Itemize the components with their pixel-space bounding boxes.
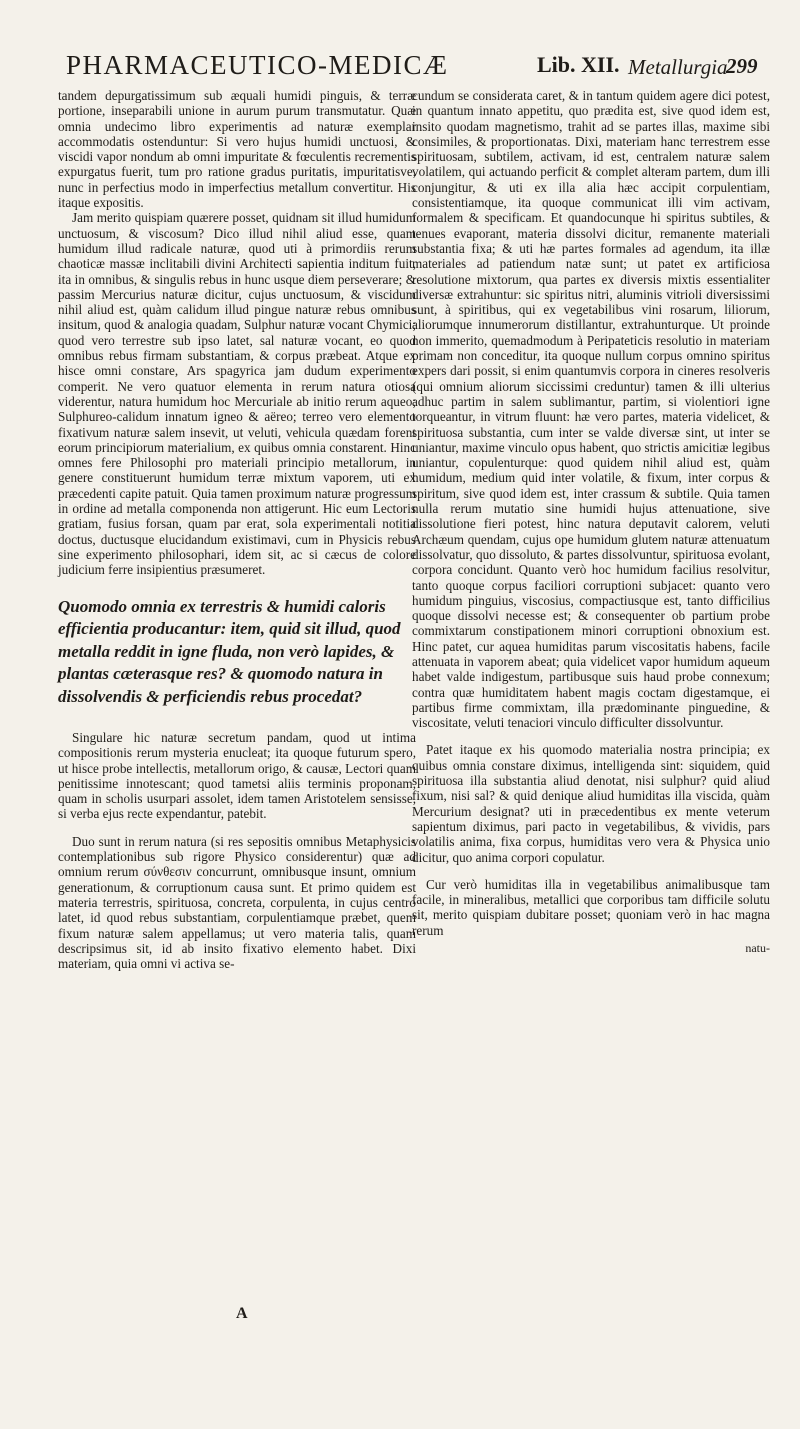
paragraph: tandem depurgatissimum sub æquali humidi pinguis, & terræ portione, inseparabili unione in aurum purum transmutatur. Quæ omnia undecimo libro experimentis ad naturæ exemplar accommodatis ostenduntur: Si vero hujus humidi unctuosi, & viscidi vapor nondum ab omni impuritate & fœculentis recrementis expurgatus fuerit, tum pro ratione gradus puritatis, impuritatisve, nunc in perfectius modo in imperfectius metallum convertitur. His itaque expositis.	[58, 88, 416, 211]
section-title: Metallurgia	[628, 55, 728, 79]
page-header	[50, 48, 762, 88]
paragraph: Patet itaque ex his quomodo materialia nostra principia; ex quibus omnia constare diximus, intelligenda sint: siquidem, quid spirituosa illa substantia aliud denotat, nisi sulphur? quid aliud fixum, nisi sal? & quid denique aliud humiditas illa viscida, quàm Mercurium designat? uti in præcedentibus ex mente veterum sapientum diximus, pari pacto in vegetabilibus, & vividis, pars volatilis anima, fixa corpus, humiditas vero vera & Physica unio dicitur, quo anima corpori copulatur.	[412, 742, 770, 865]
book-number: Lib. XII.	[537, 52, 620, 77]
right-column	[412, 88, 770, 955]
paragraph: Duo sunt in rerum natura (si res sepositis omnibus Metaphysicis contemplationibus sub rigore Physico considerentur) quæ ad omnium rerum σύνθεσιν concurrunt, omnibusque insunt, omnium generationum, & corruptionum causa sunt. Et primo quidem est materia terrestris, spirituosa, concreta, corpulenta, in cujus centro latet, id quod rebus substantiam, corpulentiamque præbet, quem fixum naturæ salem appellamus; ut vero materia talis, quam descripsimus sit, id ab insito fixativo elemento habet. Dixi materiam, quia omni vi activa se-	[58, 833, 416, 972]
paragraph: Singulare hic naturæ secretum pandam, quod ut intima compositionis rerum mysteria enucleat; ita quoque futurum spero, ut hisce probe intellectis, metallorum origo, & causæ, Lectori quam penitissime innotescant; quod tametsi aliis terminis proponam, quam in scholis usurpari assolet, idem tamen Aristotelem sensisse, si verba ejus recte expendantur, patebit.	[58, 730, 416, 822]
paragraph: Jam merito quispiam quærere posset, quidnam sit illud humidum unctuosum, & viscosum? Dico illud nihil aliud esse, quam humidum illud radicale naturæ, quod uti à primordiis rerum chaoticæ massæ inclitabili divini Architecti sapientia inditum fuit, ita in omnibus, & singulis rebus in hunc usque diem perseverare; & passim Mercurius naturæ dicitur, cujus unctuosum, & viscidum nihil aliud est, quàm calidum illud pingue naturæ rebus omnibus insitum, quod & analogia quadam, Sulphur naturæ vocant Chymici; quod vero terrestre sub ipso latet, sal naturæ vocant, eo quod omnibus rebus firmam substantiam, & corpus præbeat. Atque ex hisce omni constare, Ars spagyrica jam dudum experimento comperit. Ne vero quatuor elementa in rerum natura otiosa viderentur, natura humidum hoc Mercuriale ab initio rerum aqueo; Sulphureo-calidum innatum igneo & aëreo; terreo vero elemento fixativum naturæ salem insevit, ut veluti, vehicula quædam forent eorum principiorum materialium, ex quibus omnia constarent. Hinc omnes fere Philosophi pro materiali principio metallorum, in genere constituerunt humidum terræ mixtum vaporem, uti ex præcedenti capite patuit. Quia tamen proximum naturæ progressum in ordine ad metalla componenda non attigerunt. Hic eum Lectoris gratiam, fusius forsan, quam par erat, sola experimentali notitia doctus, ductusque elucidandum existimavi, cum in Physicis rebus sine experimento philosophari, idem sit, ac si cæcus de colore judicium ferre insipientius præsumeret.	[58, 210, 416, 578]
left-column	[58, 88, 416, 971]
catchword: natu-	[745, 940, 770, 955]
section-heading: Quomodo omnia ex terrestris & humidi caloris efficientia producantur: item, quid sit illud, quod metalla reddit in igne fluda, non verò lapides, & plantas cæterasque res? & quomodo natura in dissolvendis & perficiendis rebus procedat?	[58, 596, 401, 706]
paragraph: Cur verò humiditas illa in vegetabilibus animalibusque tam facile, in mineralibus, metallici que corporibus tam difficile solutu sit, merito quispiam dubitare posset; quoniam verò in hac magna rerum	[412, 876, 770, 938]
running-title: PHARMACEUTICO-MEDICÆ	[66, 50, 449, 80]
page-number: 299	[726, 54, 758, 78]
signature-mark: A	[236, 1305, 248, 1322]
paragraph: cundum se considerata caret, & in tantum quidem agere dici potest, in quantum innato appetitu, quo prædita est, sive quod idem est, insito quodam magnetismo, trahit ad se partes illas, maxime sibi consimiles, & proportionatas. Dixi, materiam hanc terrestrem esse spirituosam, subtilem, activam, id est, centralem naturæ salem volatilem, qui actuando perficit & complet alteram partem, dum illi conjungitur, & uti ex illa alia hæc accipit corpulentiam, consistentiamque, ita quoque communicat illi vim activam, formalem & specificam. Et quandocunque hi spiritus subtiles, & tenues evaporant, materia dissolvi dicitur, remanente materiali substantia fixa; & uti hæ partes formales ad agendum, ita illæ materiales ad patiendum natæ sunt; ut patet ex artificiosa resolutione mixtorum, qua partes ex diversis mixtis essentialiter diversæ extrahuntur: sic spiritus nitri, aluminis vitrioli diversissimi sunt, à spiritibus, qui ex vegetabilibus vini rosarum, liliorum, aliorumque innumerorum distillantur, extrahunturque. Ut proinde non immerito, quemadmodum à Peripateticis resolutio in materiam primam non conceditur, ita quoque nullum corpus omnino spiritus expers dari possit, si enim quantumvis corpora in cineres resolveris (qui omnium aliorum siccissimi creduntur) tamen & illi ulterius adhuc partim in salem sublimantur, partim, si violentiori igne torqueantur, in vitrum fluunt: hæ vero partes, materia videlicet, & spirituosa substantia, cum inter se valde diversæ sint, ut inter se uniantur, maxime vinculo opus habent, quo strictis amicitiæ legibus uniantur, copulenturque: quod quidem nihil aliud est, quàm humidum, medium quid inter volatile, & fixum, inter corpus & spiritum, sive quod idem est, inter crassum & subtile. Quia tamen nulla rerum mutatio sine humidi hujus attenuatione, sive dissolutione fieri potest, hinc natura deputavit calorem, veluti Archæum quendam, cujus ope humidum glutem naturæ attenuatum dissolvatur, quo dissoluto, & partes dissolvuntur, spirituosa evolant, corpora concidunt. Quanto verò hoc humidum facilius resolvitur, tanto quoque corpus faciliori corruptioni subjacet: quanto vero humidum pinguius, viscosius, compactiusque est, tanto difficilius quoque dissolvi necesse est; & consequenter ob partium probe commixtarum constipationem minori corruptioni obnoxium est. Hinc patet, cur aquea humiditas parum viscositatis habens, facile attenuata in vaporem abeat; quia videlicet vapor humidum aqueum habet valde indigestum, partibusque suis haud probe connexum; contra quæ humiditatem habent magis coctam digestamque, ei partibus firme commixtam, illa prædominante pinguedine, & viscositate, veluti tenaciori vinculo difficulter dissolvuntur.	[412, 88, 770, 731]
